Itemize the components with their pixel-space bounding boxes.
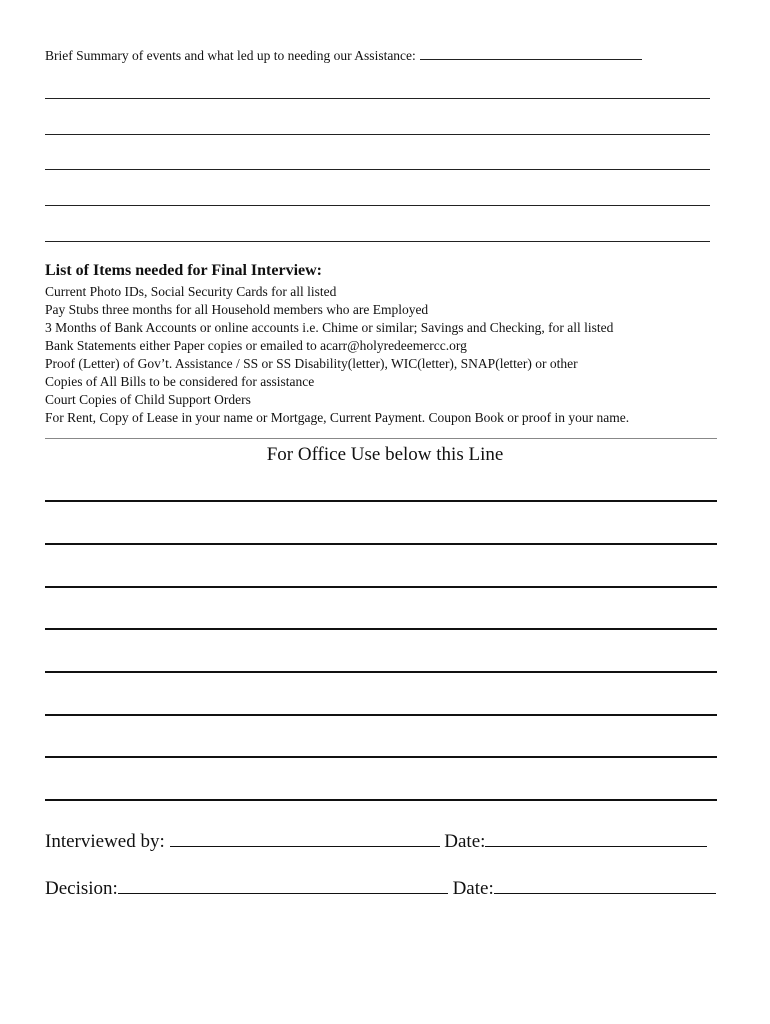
summary-write-line[interactable] [45,169,710,170]
decision-date-label: Date: [452,878,494,899]
summary-write-line[interactable] [45,205,710,206]
office-write-line[interactable] [45,756,717,758]
office-write-line[interactable] [45,543,717,545]
office-use-title: For Office Use below this Line [266,444,504,465]
items-list [45,283,629,427]
list-item: Court Copies of Child Support Orders [45,392,251,407]
summary-inline-blank[interactable] [420,49,642,60]
office-write-line[interactable] [45,714,717,716]
summary-write-line[interactable] [45,241,710,242]
office-write-line[interactable] [45,500,717,502]
office-write-line[interactable] [45,671,717,673]
interviewed-by-field[interactable] [170,834,440,847]
office-write-line[interactable] [45,586,717,588]
interview-date-label: Date: [444,831,486,852]
summary-label: Brief Summary of events and what led up to needing our Assistance: [45,48,416,63]
decision-row [45,878,716,900]
decision-label: Decision: [45,878,118,899]
summary-write-line[interactable] [45,98,710,99]
list-item: Proof (Letter) of Gov’t. Assistance / SS or SS Disability(letter), WIC(letter), SNAP(letter) or other [45,356,578,371]
office-write-line[interactable] [45,799,717,801]
items-heading: List of Items needed for Final Interview: [45,262,322,279]
list-item: For Rent, Copy of Lease in your name or Mortgage, Current Payment. Coupon Book or proof in your name. [45,410,630,425]
interview-date-field[interactable] [485,834,707,847]
decision-date-field[interactable] [494,881,716,894]
interviewed-row [45,831,707,853]
office-write-line[interactable] [45,628,717,630]
interviewed-by-label: Interviewed by: [45,831,165,852]
decision-field[interactable] [118,881,448,894]
list-item: Copies of All Bills to be considered for assistance [45,374,315,389]
summary-prompt [45,48,642,64]
list-item: Current Photo IDs, Social Security Cards for all listed [45,284,337,299]
list-item: Pay Stubs three months for all Household members who are Employed [45,302,429,317]
office-separator-line [45,438,717,439]
list-item: 3 Months of Bank Accounts or online accounts i.e. Chime or similar; Savings and Checking, for all listed [45,320,614,335]
list-item: Bank Statements either Paper copies or emailed to acarr@holyredeemercc.org [45,338,467,353]
summary-write-line[interactable] [45,134,710,135]
